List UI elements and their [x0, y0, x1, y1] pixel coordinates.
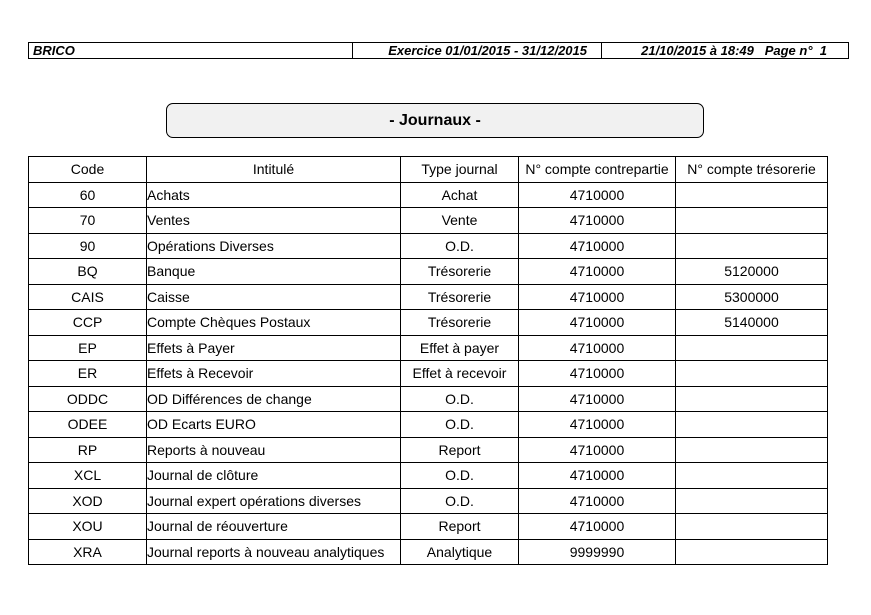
cell-intitule: Reports à nouveau: [147, 437, 401, 463]
column-header-code: Code: [29, 157, 147, 183]
cell-compte-contrepartie: 4710000: [519, 361, 676, 387]
cell-code: EP: [29, 335, 147, 361]
cell-type-journal: Effet à recevoir: [401, 361, 519, 387]
column-header-intitule: Intitulé: [147, 157, 401, 183]
cell-intitule: OD Ecarts EURO: [147, 412, 401, 438]
table-row: [29, 488, 828, 514]
cell-compte-tresorerie: [676, 412, 828, 438]
table-header-row: [29, 157, 828, 183]
cell-compte-contrepartie: 4710000: [519, 182, 676, 208]
cell-compte-contrepartie: 4710000: [519, 514, 676, 540]
cell-code: CAIS: [29, 284, 147, 310]
cell-code: XRA: [29, 539, 147, 565]
table-body: [29, 182, 828, 565]
cell-compte-contrepartie: 4710000: [519, 284, 676, 310]
cell-compte-contrepartie: 4710000: [519, 233, 676, 259]
cell-type-journal: Trésorerie: [401, 284, 519, 310]
cell-type-journal: Vente: [401, 208, 519, 234]
cell-code: 60: [29, 182, 147, 208]
cell-compte-contrepartie: 4710000: [519, 488, 676, 514]
table-row: [29, 361, 828, 387]
cell-compte-contrepartie: 4710000: [519, 386, 676, 412]
cell-intitule: Opérations Diverses: [147, 233, 401, 259]
cell-compte-tresorerie: 5300000: [676, 284, 828, 310]
table-row: [29, 284, 828, 310]
cell-type-journal: O.D.: [401, 412, 519, 438]
cell-type-journal: Report: [401, 514, 519, 540]
cell-code: RP: [29, 437, 147, 463]
journals-table: [28, 156, 828, 565]
cell-code: BQ: [29, 259, 147, 285]
table-row: [29, 182, 828, 208]
cell-compte-tresorerie: [676, 488, 828, 514]
cell-intitule: Effets à Recevoir: [147, 361, 401, 387]
cell-compte-tresorerie: [676, 463, 828, 489]
column-header-compte-tresorerie: N° compte trésorerie: [676, 157, 828, 183]
cell-code: ODDC: [29, 386, 147, 412]
cell-compte-contrepartie: 4710000: [519, 310, 676, 336]
table-row: [29, 335, 828, 361]
cell-compte-tresorerie: [676, 233, 828, 259]
cell-compte-contrepartie: 9999990: [519, 539, 676, 565]
cell-type-journal: Report: [401, 437, 519, 463]
table-row: [29, 514, 828, 540]
cell-compte-contrepartie: 4710000: [519, 412, 676, 438]
cell-compte-contrepartie: 4710000: [519, 259, 676, 285]
cell-compte-contrepartie: 4710000: [519, 437, 676, 463]
table-row: [29, 233, 828, 259]
cell-type-journal: Effet à payer: [401, 335, 519, 361]
cell-intitule: Ventes: [147, 208, 401, 234]
cell-intitule: OD Différences de change: [147, 386, 401, 412]
cell-code: ODEE: [29, 412, 147, 438]
cell-intitule: Caisse: [147, 284, 401, 310]
cell-code: ER: [29, 361, 147, 387]
cell-intitule: Journal reports à nouveau analytiques: [147, 539, 401, 565]
table-row: [29, 437, 828, 463]
cell-compte-tresorerie: [676, 386, 828, 412]
cell-compte-contrepartie: 4710000: [519, 208, 676, 234]
cell-intitule: Journal de clôture: [147, 463, 401, 489]
table-row: [29, 463, 828, 489]
table-row: [29, 208, 828, 234]
fiscal-period: Exercice 01/01/2015 - 31/12/2015: [353, 43, 602, 58]
cell-compte-tresorerie: 5120000: [676, 259, 828, 285]
cell-intitule: Journal expert opérations diverses: [147, 488, 401, 514]
cell-compte-contrepartie: 4710000: [519, 335, 676, 361]
cell-type-journal: Trésorerie: [401, 310, 519, 336]
cell-type-journal: Analytique: [401, 539, 519, 565]
report-header: [28, 42, 849, 59]
cell-compte-tresorerie: 5140000: [676, 310, 828, 336]
table-row: [29, 310, 828, 336]
column-header-compte-contrepartie: N° compte contrepartie: [519, 157, 676, 183]
cell-compte-tresorerie: [676, 514, 828, 540]
table-row: [29, 412, 828, 438]
cell-intitule: Journal de réouverture: [147, 514, 401, 540]
cell-intitule: Achats: [147, 182, 401, 208]
cell-compte-contrepartie: 4710000: [519, 463, 676, 489]
cell-code: XOD: [29, 488, 147, 514]
table-row: [29, 259, 828, 285]
cell-compte-tresorerie: [676, 437, 828, 463]
cell-type-journal: Trésorerie: [401, 259, 519, 285]
report-title: - Journaux -: [166, 103, 704, 138]
cell-code: 90: [29, 233, 147, 259]
column-header-type-journal: Type journal: [401, 157, 519, 183]
cell-type-journal: O.D.: [401, 233, 519, 259]
cell-code: 70: [29, 208, 147, 234]
cell-code: CCP: [29, 310, 147, 336]
cell-type-journal: O.D.: [401, 386, 519, 412]
cell-code: XOU: [29, 514, 147, 540]
cell-compte-tresorerie: [676, 208, 828, 234]
cell-compte-tresorerie: [676, 539, 828, 565]
company-name: BRICO: [29, 43, 353, 58]
table-row: [29, 539, 828, 565]
cell-intitule: Compte Chèques Postaux: [147, 310, 401, 336]
table-row: [29, 386, 828, 412]
cell-compte-tresorerie: [676, 335, 828, 361]
cell-compte-tresorerie: [676, 182, 828, 208]
cell-code: XCL: [29, 463, 147, 489]
cell-compte-tresorerie: [676, 361, 828, 387]
cell-type-journal: Achat: [401, 182, 519, 208]
cell-type-journal: O.D.: [401, 488, 519, 514]
cell-intitule: Effets à Payer: [147, 335, 401, 361]
cell-intitule: Banque: [147, 259, 401, 285]
print-date-page-number: 21/10/2015 à 18:49 Page n° 1: [641, 43, 827, 58]
cell-type-journal: O.D.: [401, 463, 519, 489]
